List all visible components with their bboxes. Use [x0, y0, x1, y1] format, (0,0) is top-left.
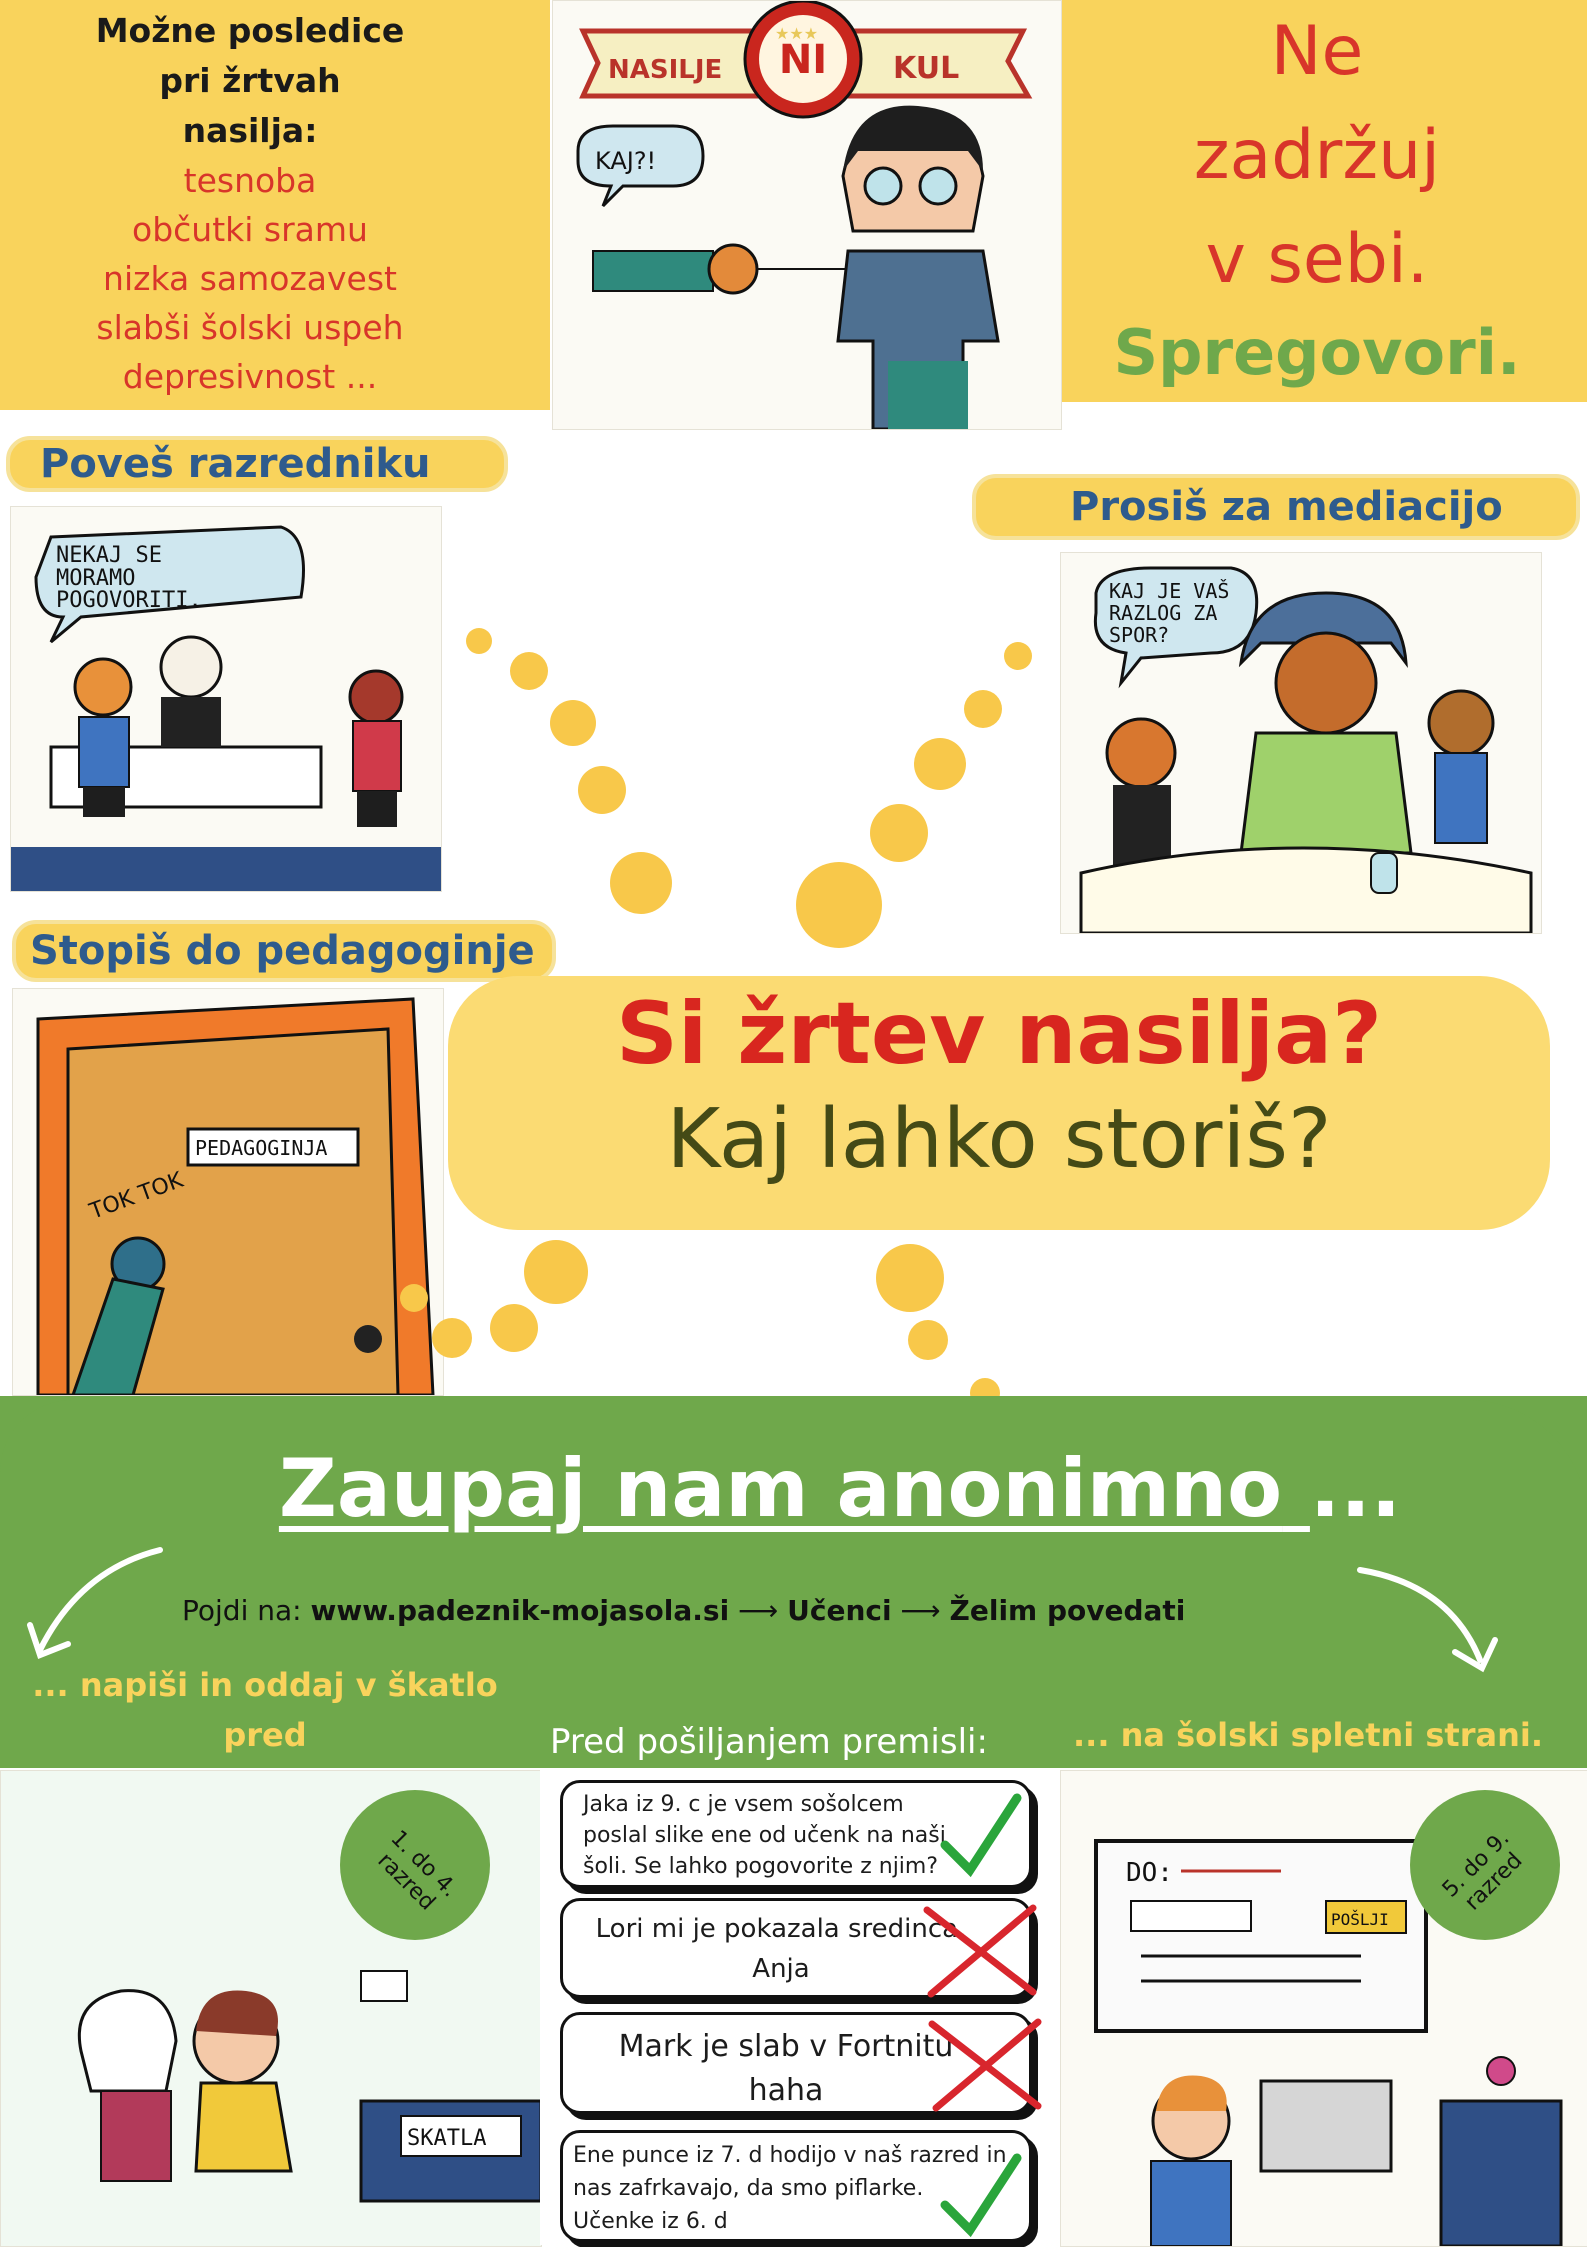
consequence-item: tesnoba	[183, 161, 317, 200]
sign-nasilje: NASILJE	[608, 55, 723, 85]
decor-dot	[796, 862, 882, 948]
arrow-right-icon: ⟶	[738, 1594, 788, 1627]
think-before-sending: Pred pošiljanjem premisli:	[550, 1722, 988, 1762]
anonymous-title-text: Zaupaj nam anonimno	[278, 1442, 1283, 1535]
right-note: ... na šolski spletni strani.	[1073, 1716, 1543, 1754]
slogan-speak: Spregovori.	[1113, 316, 1521, 389]
decor-dot	[510, 652, 548, 690]
anonymous-title-ellipsis: ...	[1309, 1442, 1402, 1535]
screen-button: POŠLJI	[1331, 1910, 1389, 1929]
site-link[interactable]: www.padeznik-mojasola.si	[310, 1594, 730, 1627]
mediation-bubble-line: RAZLOG ZA	[1109, 601, 1218, 625]
door-comic-illustration	[12, 988, 444, 1396]
knock-text: TOK TOK	[86, 1167, 187, 1225]
path-step-povedati[interactable]: Želim povedati	[949, 1594, 1186, 1627]
sign-kul: KUL	[893, 51, 960, 86]
screen-title: DO:	[1126, 1858, 1173, 1888]
slogan-line-1: Ne	[1270, 12, 1364, 91]
option-teacher-label: Poveš razredniku	[6, 436, 508, 492]
decor-dot	[400, 1284, 428, 1312]
box-label: SKATLA	[407, 2126, 487, 2151]
path-prefix: Pojdi na:	[182, 1594, 302, 1627]
grade-badge-left-text: 1. do 4. razred	[372, 1825, 463, 1916]
arrow-left-icon	[20, 1540, 170, 1670]
example-card-text: Lori mi je pokazala sredinca. Anja	[595, 1914, 967, 1984]
banner-title: Si žrtev nasilja?	[615, 984, 1383, 1084]
decor-dot	[964, 690, 1002, 728]
check-icon	[935, 2150, 1025, 2240]
comic-bubble-kaj: KAJ?!	[595, 147, 657, 175]
svg-text:★★★: ★★★	[775, 24, 819, 43]
door-sign-text: PEDAGOGINJA	[195, 1136, 328, 1160]
check-icon	[935, 1790, 1025, 1880]
example-card-text: Mark je slab v Fortnitu haha	[618, 2029, 954, 2108]
decor-dot	[876, 1244, 944, 1312]
cross-icon	[915, 1898, 1045, 2003]
path-instruction	[182, 1594, 1185, 1627]
decor-dot	[578, 766, 626, 814]
teacher-comic-illustration	[10, 506, 442, 892]
slogan-panel	[1062, 0, 1587, 402]
consequence-item: slabši šolski uspeh	[96, 308, 404, 347]
decor-dot	[610, 852, 672, 914]
option-mediation-label: Prosiš za mediacijo	[972, 474, 1580, 540]
option-counselor-label: Stopiš do pedagoginje	[12, 920, 556, 982]
decor-dot	[914, 738, 966, 790]
decor-dot	[524, 1240, 588, 1304]
central-banner	[448, 976, 1550, 1230]
decor-dot	[908, 1320, 948, 1360]
consequence-item: nizka samozavest	[103, 259, 397, 298]
consequence-item: depresivnost ...	[122, 357, 378, 396]
example-card-text: Jaka iz 9. c je vsem sošolcem poslal slike ene od učenk na naši šoli. Se lahko pogovorite z njim?	[583, 1792, 946, 1879]
slogan-line-2: zadržuj	[1193, 116, 1441, 195]
decor-dot	[870, 804, 928, 862]
decor-dot	[1004, 642, 1032, 670]
mediation-bubble-line: KAJ JE VAŠ	[1109, 579, 1230, 603]
banner-subtitle: Kaj lahko storiš?	[666, 1092, 1332, 1187]
grade-badge-right-text: 5. do 9. razred	[1437, 1825, 1528, 1916]
consequences-heading-1: Možne posledice	[95, 11, 405, 50]
decor-dot	[466, 628, 492, 654]
example-cards-panel	[540, 1770, 1058, 2245]
left-note-line: ... napiši in oddaj v škatlo pred	[32, 1666, 498, 1754]
consequence-item: občutki sramu	[132, 210, 368, 249]
anonymous-title	[190, 1442, 1490, 1535]
consequences-panel	[0, 0, 550, 410]
slogan-line-3: v sebi.	[1205, 220, 1429, 299]
grade-badge-left	[340, 1790, 490, 1940]
consequences-heading-3: nasilja:	[182, 111, 318, 150]
example-card-text: Ene punce iz 7. d hodijo v naš razred in nas zafrkavajo, da smo piflarke. Učenke iz 6. d	[573, 2143, 1007, 2234]
teacher-bubble-line: POGOVORITI.	[56, 588, 202, 613]
top-comic-illustration	[552, 0, 1062, 430]
mediation-comic-illustration	[1060, 552, 1542, 934]
mediation-bubble-line: SPOR?	[1109, 623, 1170, 647]
cross-icon	[920, 2012, 1050, 2117]
consequences-heading-2: pri žrtvah	[159, 61, 341, 100]
arrow-right-icon: ⟶	[900, 1594, 950, 1627]
path-step-ucenci[interactable]: Učenci	[787, 1594, 892, 1627]
decor-dot	[550, 700, 596, 746]
teacher-bubble-line: MORAMO	[56, 566, 136, 591]
grade-badge-right	[1410, 1790, 1560, 1940]
decor-dot	[432, 1318, 472, 1358]
teacher-bubble-line: NEKAJ SE	[56, 543, 162, 568]
arrow-right-icon	[1350, 1560, 1500, 1680]
sign-ni: NI	[778, 37, 828, 83]
decor-dot	[490, 1304, 538, 1352]
